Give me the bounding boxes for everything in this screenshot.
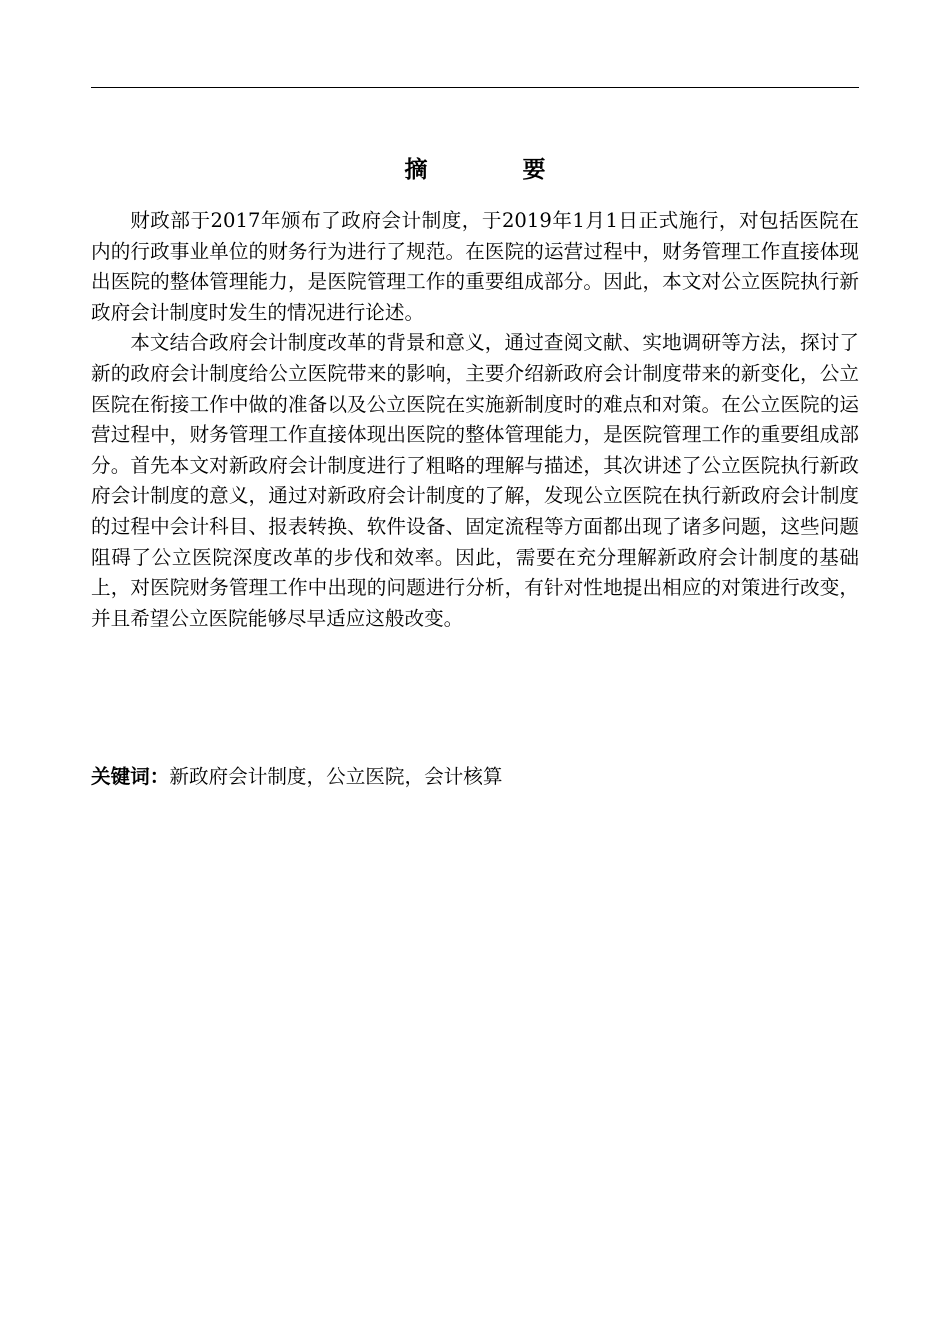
abstract-paragraph-1: 财政部于2017年颁布了政府会计制度，于2019年1月1日正式施行，对包括医院在内的行政事业单位的财务行为进行了规范。在医院的运营过程中，财务管理工作直接体现出医院的整体管理能力，是医院管理工作的重要组成部分。因此，本文对公立医院执行新政府会计制度时发生的情况进行论述。 [91, 209, 859, 324]
keywords-label: 关键词： [91, 765, 170, 788]
header-rule [91, 87, 859, 88]
abstract-title: 摘 要 [404, 157, 582, 183]
keywords-line [91, 762, 859, 792]
abstract-paragraph-2: 本文结合政府会计制度改革的背景和意义，通过查阅文献、实地调研等方法，探讨了新的政府会计制度给公立医院带来的影响，主要介绍新政府会计制度带来的新变化，公立医院在衔接工作中做的准备以及公立医院在实施新制度时的难点和对策。在公立医院的运营过程中，财务管理工作直接体现出医院的整体管理能力，是医院管理工作的重要组成部分。首先本文对新政府会计制度进行了粗略的理解与描述，其次讲述了公立医院执行新政府会计制度的意义，通过对新政府会计制度的了解，发现公立医院在执行新政府会计制度的过程中会计科目、报表转换、软件设备、固定流程等方面都出现了诸多问题，这些问题阻碍了公立医院深度改革的步伐和效率。因此，需要在充分理解新政府会计制度的基础上，对医院财务管理工作中出现的问题进行分析，有针对性地提出相应的对策进行改变，并且希望公立医院能够尽早适应这般改变。 [91, 331, 859, 630]
keywords-text: 新政府会计制度，公立医院，会计核算 [169, 765, 503, 788]
abstract-body [91, 206, 859, 634]
